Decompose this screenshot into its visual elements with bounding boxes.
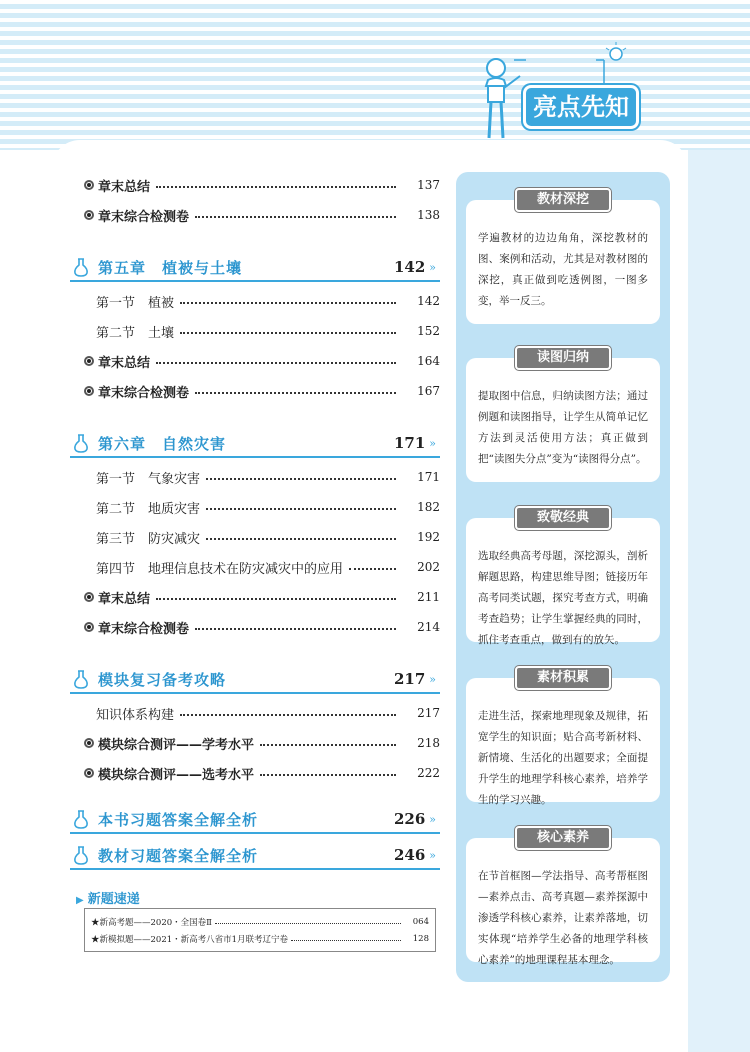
leader-dots [291,940,401,941]
toc-row[interactable] [70,200,440,230]
chevron-right-icon: » [429,436,436,450]
bullet-icon [84,622,94,632]
chevron-right-icon: » [429,812,436,826]
bullet-icon [84,386,94,396]
toc-row-label: 第四节 地理信息技术在防灾减灾中的应用 [96,561,344,577]
bullet-icon [84,356,94,366]
toc-row[interactable] [70,582,440,612]
toc-row-page: 182 [417,500,440,514]
toc-row[interactable] [70,462,440,492]
toc-row-label: 章末总结 [98,179,151,195]
features-column [456,172,670,982]
toc-row-page: 152 [417,324,440,338]
chapter-title: 教材习题答案全解全析 [98,846,259,865]
toc-row-label: 章末综合检测卷 [98,385,190,401]
toc-row[interactable] [70,492,440,522]
toc-row[interactable] [70,698,440,728]
toc-row-page: 138 [417,208,440,222]
toc-row-page: 222 [417,766,440,780]
chevron-right-icon: » [429,672,436,686]
feature-card [466,830,660,966]
news-item-label: ★新高考题——2020・全国卷Ⅱ [91,917,212,928]
leader-dots [180,332,396,334]
toc-row-label: 知识体系构建 [96,707,175,723]
lightbulb-icon [596,40,636,90]
toc-row[interactable] [70,286,440,316]
right-margin-strip [688,150,750,1052]
toc-row[interactable] [70,552,440,582]
answers-book-heading[interactable] [70,806,440,834]
toc-row-label: 第二节 土壤 [96,325,175,341]
toc-row-label: 第一节 植被 [96,295,175,311]
feature-tag: 读图归纳 [515,346,611,370]
toc-row-page: 211 [417,590,440,604]
chapter-page: 171 [393,434,426,452]
toc-row[interactable] [70,346,440,376]
leader-dots [180,302,396,304]
toc-row-page: 217 [417,706,440,720]
flask-icon [72,845,90,865]
feature-card [466,192,660,324]
leader-dots [215,923,401,924]
mascot-icon [476,50,526,145]
toc-row-label: 章末总结 [98,355,151,371]
leader-dots [156,186,396,188]
news-item-label: ★新模拟题——2021・新高考八省市1月联考辽宁卷 [91,934,289,945]
leader-dots [195,628,396,630]
table-of-contents [70,170,440,870]
toc-row-page: 142 [417,294,440,308]
highlights-badge: 亮点先知 [523,85,639,129]
toc-row-label: 章末综合检测卷 [98,621,190,637]
feature-text: 走进生活，探索地理现象及规律，拓宽学生的知识面；贴合高考新材料、新情境、生活化的出题要求；全面提升学生的地理学科核心素养，培养学生的学习兴趣。 [478,710,648,806]
toc-row-page: 192 [417,530,440,544]
chapter-title: 本书习题答案全解全析 [98,810,259,829]
toc-row-label: 第三节 防灾减灾 [96,531,201,547]
chapter-6-heading[interactable] [70,430,440,458]
leader-dots [206,508,396,510]
leader-dots [195,392,396,394]
news-title-text: 新题速递 [87,892,140,907]
triangle-right-icon: ▶ [76,895,84,906]
leader-dots [180,714,396,716]
bullet-icon [84,180,94,190]
chapter-title: 模块复习备考攻略 [98,670,227,689]
chapter-5-heading[interactable] [70,254,440,282]
leader-dots [260,744,396,746]
leader-dots [195,216,396,218]
toc-row-page: 202 [417,560,440,574]
bullet-icon [84,210,94,220]
toc-row-page: 218 [417,736,440,750]
leader-dots [206,538,396,540]
toc-row-page: 167 [417,384,440,398]
news-item[interactable] [91,930,429,947]
toc-row[interactable] [70,376,440,406]
chevron-right-icon: » [429,260,436,274]
chapter-page: 142 [393,258,426,276]
toc-row-page: 137 [417,178,440,192]
bullet-icon [84,768,94,778]
feature-card [466,670,660,806]
leader-dots [156,362,396,364]
chapter-page: 226 [393,810,426,828]
toc-row-label: 第二节 地质灾害 [96,501,201,517]
leader-dots [349,568,396,570]
module-review-heading[interactable] [70,666,440,694]
chapter-title: 第五章 植被与土壤 [98,258,243,277]
feature-tag: 素材积累 [515,666,611,690]
toc-row-label: 第一节 气象灾害 [96,471,201,487]
bullet-icon [84,738,94,748]
toc-row-label: 章末综合检测卷 [98,209,190,225]
toc-row[interactable] [70,170,440,200]
toc-row-label: 模块综合测评——选考水平 [98,767,255,783]
toc-row[interactable] [70,316,440,346]
toc-row[interactable] [70,758,440,788]
answers-textbook-heading[interactable] [70,842,440,870]
flask-icon [72,809,90,829]
feature-text: 在节首框图—学法指导、高考帮框图—素养点击、高考真题—素养探源中渗透学科核心素养，让素养落地，切实体现“培养学生必备的地理学科核心素养”的地理课程基本理念。 [478,870,648,966]
toc-row[interactable] [70,728,440,758]
feature-text: 选取经典高考母题，深挖源头，剖析解题思路，构建思维导图；链接历年高考同类试题，探究考查方式，明确考查趋势；让学生掌握经典的同时，抓住考查重点，做到有的放矢。 [478,550,648,646]
news-item[interactable] [91,913,429,930]
feature-text: 提取图中信息，归纳读图方法；通过例题和读图指导，让学生从简单记忆方法到灵活使用方法；真正做到把“读图失分点”变为“读图得分点”。 [478,390,648,465]
chevron-right-icon: » [429,848,436,862]
toc-row-label: 章末总结 [98,591,151,607]
feature-tag: 致敬经典 [515,506,611,530]
new-questions-title [76,888,140,907]
news-item-page: 128 [412,933,429,944]
bullet-icon [84,592,94,602]
leader-dots [206,478,396,480]
leader-dots [260,774,396,776]
toc-row[interactable] [70,522,440,552]
feature-text: 学遍教材的边边角角，深挖教材的图、案例和活动，尤其是对教材图的深挖，真正做到吃透例图，一图多变，举一反三。 [478,232,648,307]
flask-icon [72,257,90,277]
feature-card [466,350,660,482]
toc-row-page: 214 [417,620,440,634]
feature-tag: 教材深挖 [515,188,611,212]
header-stripe-band [0,0,750,150]
news-item-page: 064 [412,916,429,927]
chapter-page: 217 [393,670,426,688]
feature-card [466,510,660,646]
chapter-title: 第六章 自然灾害 [98,434,227,453]
new-questions-box [84,908,436,952]
feature-tag: 核心素养 [515,826,611,850]
toc-row-page: 164 [417,354,440,368]
chapter-page: 246 [393,846,426,864]
leader-dots [156,598,396,600]
toc-row-label: 模块综合测评——学考水平 [98,737,255,753]
flask-icon [72,433,90,453]
toc-row[interactable] [70,612,440,642]
flask-icon [72,669,90,689]
toc-row-page: 171 [417,470,440,484]
